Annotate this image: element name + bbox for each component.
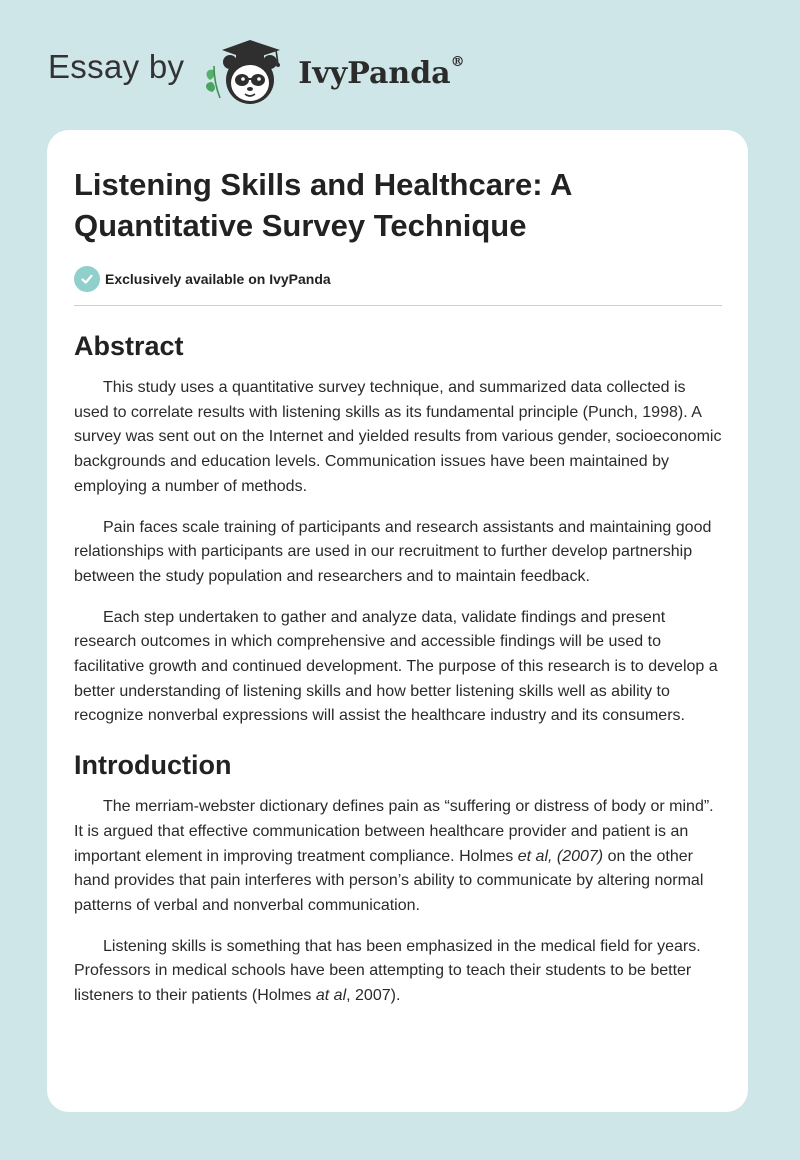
section-heading-abstract: Abstract xyxy=(74,331,184,361)
paragraph: Pain faces scale training of participants and research assistants and maintaining good relationships with participants are used in our recruitment to further develop partnership between the study population and researchers and to maintain feedback. xyxy=(74,518,712,585)
checkmark-icon xyxy=(74,266,100,292)
divider xyxy=(74,305,722,306)
page-title: Listening Skills and Healthcare: A Quantitative Survey Technique xyxy=(74,167,572,243)
panda-logo-icon[interactable] xyxy=(202,36,294,108)
brand-prefix: Essay by xyxy=(48,48,185,85)
badge-label: Exclusively available on IvyPanda xyxy=(105,271,331,287)
essay-card xyxy=(47,130,748,1112)
essay-content xyxy=(74,164,722,1025)
paragraph: Listening skills is something that has been emphasized in the medical field for years. Professors in medical schools have been attempting to teach their students to be better listeners to their patients (Holmes at al, 2007). xyxy=(74,937,701,1005)
paragraph: This study uses a quantitative survey technique, and summarized data collected is used to correlate results with listening skills as its fundamental principle (Punch, 1998). A survey was sent out on the Internet and yielded results from various gender, socioeconomic backgrounds and education levels. Communication issues have been maintained by employing a number of methods. xyxy=(74,379,722,495)
exclusive-badge xyxy=(74,266,722,292)
paragraph: Each step undertaken to gather and analyze data, validate findings and present research outcomes in which comprehensive and accessible findings will be used to facilitative growth and continued development. The purpose of this research is to develop a better understanding of listening skills and how better listening skills well as ability to recognize nonverbal expressions will assist the healthcare industry and its consumers. xyxy=(74,608,718,725)
brand-name[interactable]: IvyPanda® xyxy=(298,53,465,91)
paragraph: The merriam-webster dictionary defines pain as “suffering or distress of body or mind”. It is argued that effective communication between healthcare provider and patient is an important element in improving treatment compliance. Holmes et al, (2007) on the other hand provides that pain interferes with person’s ability to communicate by altering normal patterns of verbal and nonverbal communication. xyxy=(74,798,714,914)
site-header xyxy=(48,36,465,108)
section-heading-introduction: Introduction xyxy=(74,750,232,781)
